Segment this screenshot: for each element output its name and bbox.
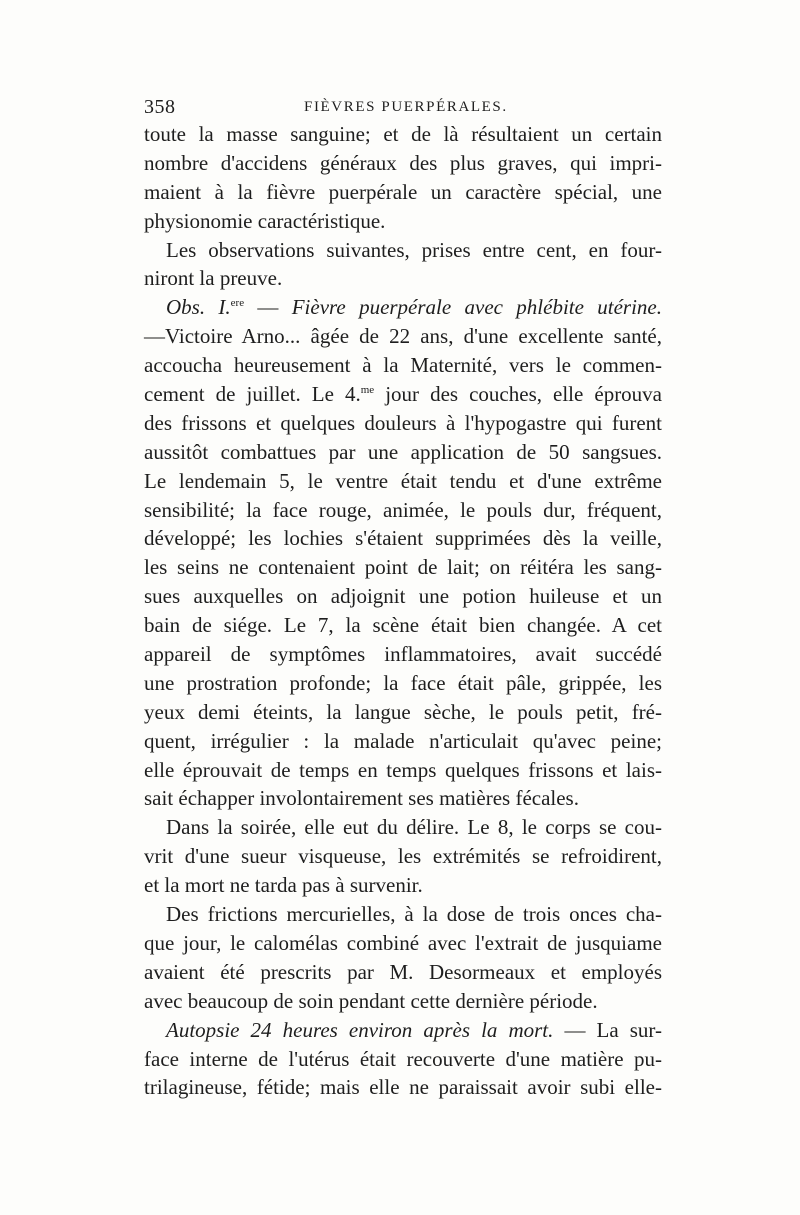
observation-label: Obs. I. xyxy=(166,295,231,320)
page-number: 358 xyxy=(144,96,176,118)
body-text xyxy=(144,120,662,1102)
observation-title: Fièvre puerpérale avec phlébite utérine. xyxy=(291,295,663,320)
text-line: toute la masse sanguine; et de là résultaient un certain xyxy=(144,122,662,146)
text-line: bain de siége. Le 7, la scène était bien changée. A cet xyxy=(144,613,662,638)
text-segment: — La sur- xyxy=(553,1017,662,1042)
observation-heading xyxy=(144,293,662,322)
text-line xyxy=(144,380,662,409)
heading-dash: — xyxy=(244,295,292,320)
text-line: nombre d'accidens généraux des plus graves, qui impri- xyxy=(144,150,662,175)
text-line: une prostration profonde; la face était pâle, grippée, les xyxy=(144,670,662,695)
ordinal-superscript: ere xyxy=(230,297,245,310)
text-line: appareil de symptômes inflammatoires, avait succédé xyxy=(144,642,662,667)
text-line: sues auxquelles on adjoignit une potion huileuse et un xyxy=(144,584,662,609)
text-line: trilagineuse, fétide; mais elle ne paraissait avoir subi elle- xyxy=(144,1075,662,1100)
page-header xyxy=(144,96,662,120)
text-line: Dans la soirée, elle eut du délire. Le 8, le corps se cou- xyxy=(166,815,662,840)
running-title: FIÈVRES PUERPÉRALES. xyxy=(304,99,508,115)
text-line: —Victoire Arno... âgée de 22 ans, d'une excellente santé, xyxy=(144,324,662,349)
autopsy-heading xyxy=(144,1016,662,1045)
text-line: des frissons et quelques douleurs à l'hypogastre qui furent xyxy=(144,410,662,435)
text-line: quent, irrégulier : la malade n'articulait qu'avec peine; xyxy=(144,728,662,753)
text-line: niront la preuve. xyxy=(144,266,283,291)
text-line: aussitôt combattues par une application de 50 sangsues. xyxy=(144,439,662,464)
text-line: développé; les lochies s'étaient supprimées dès la veille, xyxy=(144,526,662,551)
text-segment: jour des couches, elle éprouva xyxy=(374,382,663,407)
text-line: avaient été prescrits par M. Desormeaux et employés xyxy=(144,959,662,984)
text-line: face interne de l'utérus était recouverte d'une matière pu- xyxy=(144,1046,662,1071)
text-line: et la mort ne tarda pas à survenir. xyxy=(144,873,423,898)
text-line: que jour, le calomélas combiné avec l'extrait de jusquiame xyxy=(144,930,662,955)
text-segment: cement de juillet. Le 4. xyxy=(144,382,361,407)
text-line: vrit d'une sueur visqueuse, les extrémités se refroidirent, xyxy=(144,844,662,869)
text-line: Le lendemain 5, le ventre était tendu et d'une extrême xyxy=(144,468,662,493)
ordinal-superscript: me xyxy=(360,384,375,397)
text-line: sait échapper involontairement ses matières fécales. xyxy=(144,786,579,811)
text-line: Les observations suivantes, prises entre cent, en four- xyxy=(166,237,662,262)
text-line: les seins ne contenaient point de lait; on réitéra les sang- xyxy=(144,555,662,580)
text-line: Des frictions mercurielles, à la dose de trois onces cha- xyxy=(166,902,662,927)
text-line: accoucha heureusement à la Maternité, vers le commen- xyxy=(144,353,662,378)
text-line: yeux demi éteints, la langue sèche, le pouls petit, fré- xyxy=(144,699,662,724)
text-line: maient à la fièvre puerpérale un caractère spécial, une xyxy=(144,179,662,204)
text-line: elle éprouvait de temps en temps quelques frissons et lais- xyxy=(144,757,662,782)
autopsy-label: Autopsie 24 heures environ après la mort. xyxy=(166,1017,554,1042)
text-line: physionomie caractéristique. xyxy=(144,208,386,233)
text-line: sensibilité; la face rouge, animée, le pouls dur, fréquent, xyxy=(144,497,662,522)
text-line: avec beaucoup de soin pendant cette dernière période. xyxy=(144,988,598,1013)
